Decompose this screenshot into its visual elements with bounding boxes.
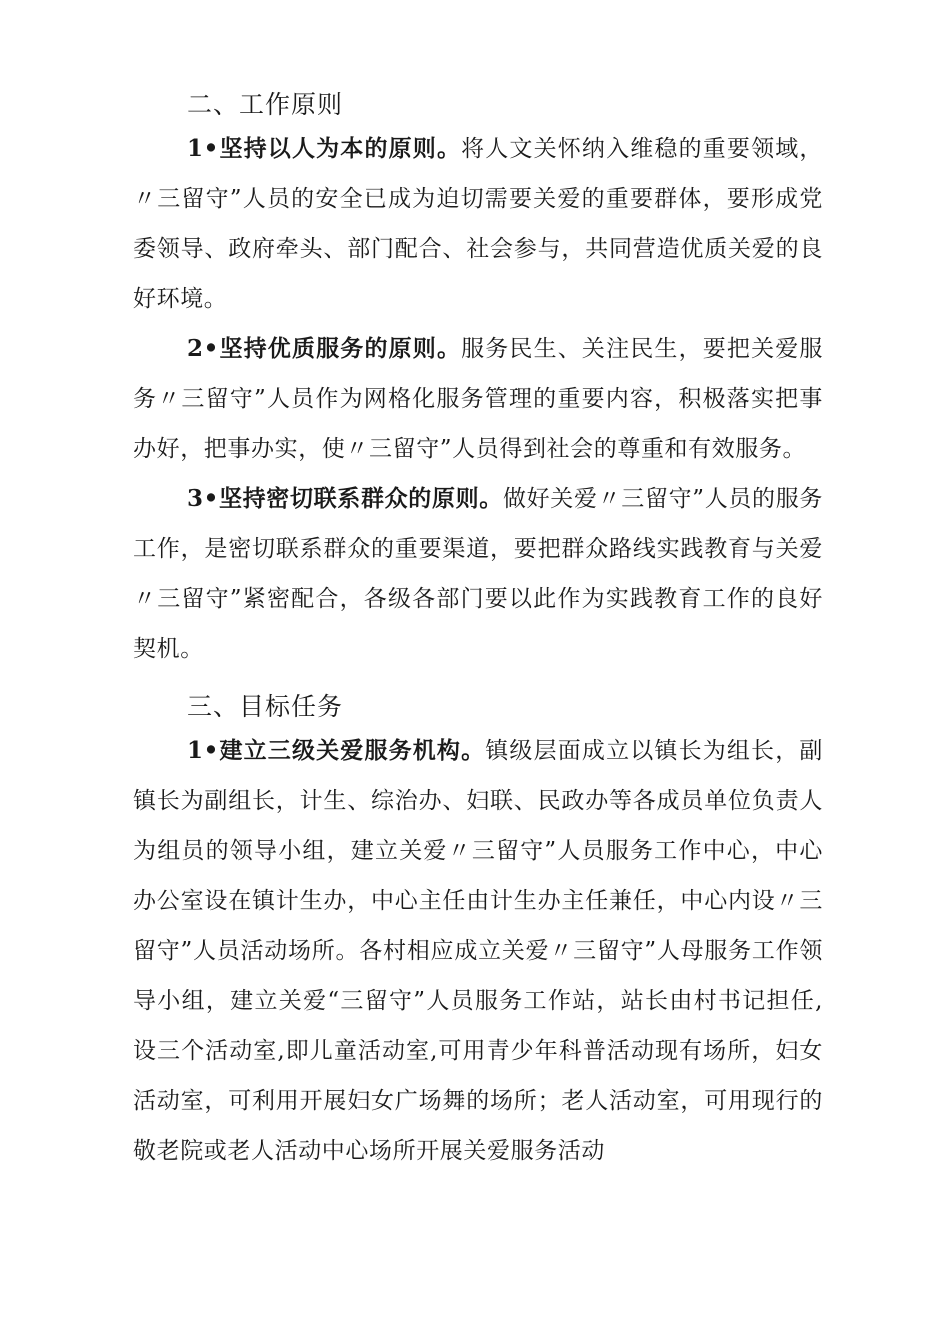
task-paragraph-1 bbox=[133, 726, 823, 1176]
task-text-1: 镇级层面成立以镇长为组长，副镇长为副组长，计生、综治办、妇联、民政办等各成员单位负责人为组员的领导小组，建立关爱〃三留守”人员服务工作中心，中心办公室设在镇计生办，中心主任由计生办主任兼任，中心内设〃三留守”人员活动场所。各村相应成立关爱〃三留守”人母服务工作领导小组，建立关爱“三留守”人员服务工作站，站长由村书记担任,设三个活动室,即儿童活动室,可用青少年科普活动现有场所，妇女活动室，可利用开展妇女广场舞的场所；老人活动室，可用现行的敬老院或老人活动中心场所开展关爱服务活动 bbox=[133, 738, 823, 1164]
task-lead-1: 1•建立三级关爱服务机构。 bbox=[187, 737, 486, 764]
principle-text-3: 做好关爱〃三留守”人员的服务工作，是密切联系群众的重要渠道，要把群众路线实践教育与关爱〃三留守”紧密配合，各级各部门要以此作为实践教育工作的良好契机。 bbox=[133, 486, 823, 662]
principle-paragraph-2 bbox=[133, 324, 823, 474]
principle-lead-2: 2•坚持优质服务的原则。 bbox=[187, 335, 462, 362]
principle-text-2: 服务民生、关注民生，要把关爱服务〃三留守”人员作为网格化服务管理的重要内容，积极落实把事办好，把事办实，使〃三留守”人员得到社会的尊重和有效服务。 bbox=[133, 336, 824, 462]
principle-paragraph-1 bbox=[133, 124, 823, 324]
principle-lead-3: 3•坚持密切联系群众的原则。 bbox=[187, 485, 503, 512]
principle-paragraph-3 bbox=[133, 474, 823, 674]
section-heading-tasks: 三、目标任务 bbox=[187, 692, 344, 721]
principle-text-1: 将人文关怀纳入维稳的重要领域，〃三留守”人员的安全已成为迫切需要关爱的重要群体，要形成党委领导、政府牵头、部门配合、社会参与，共同营造优质关爱的良好环境。 bbox=[133, 136, 824, 312]
principle-lead-1: 1•坚持以人为本的原则。 bbox=[187, 135, 462, 162]
section-heading-principles: 二、工作原则 bbox=[187, 90, 344, 119]
